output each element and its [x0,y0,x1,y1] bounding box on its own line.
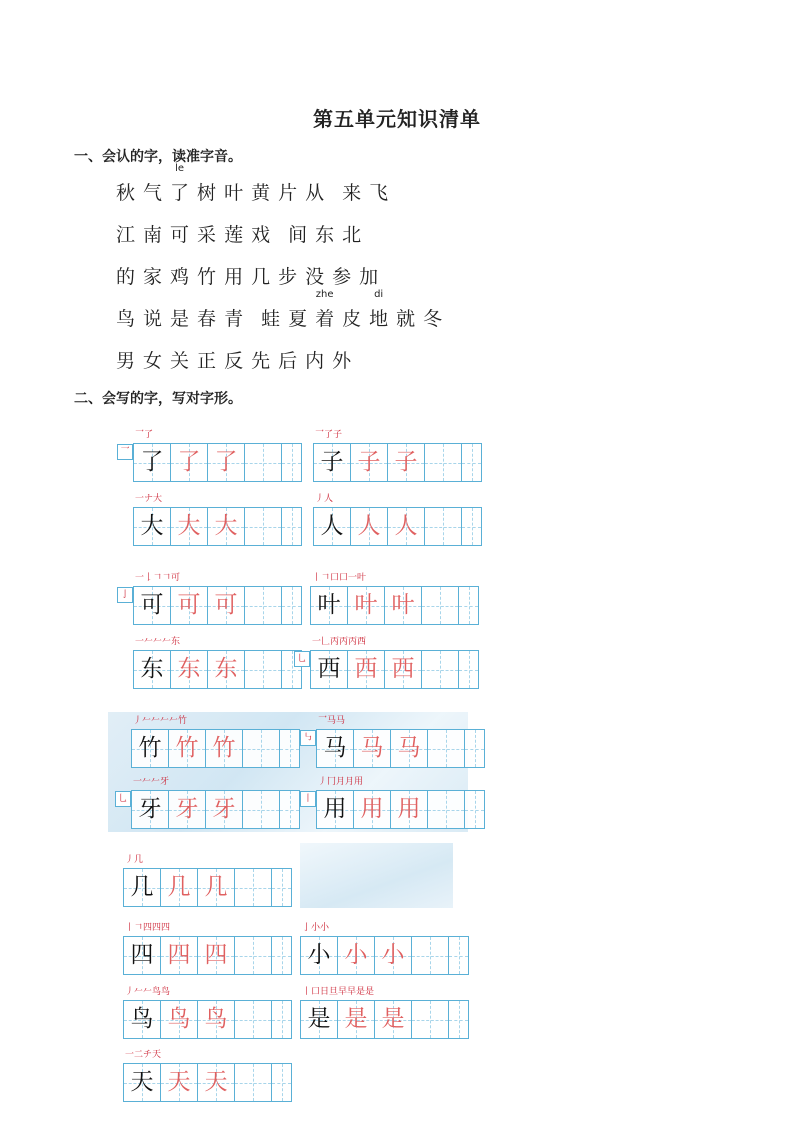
blank-cell[interactable] [245,508,282,545]
char-text: 了 [170,182,190,204]
model-cell [124,1001,161,1038]
trace-char: 马 [397,735,421,761]
model-char: 是 [307,1006,331,1032]
trace-char: 子 [394,449,418,475]
trace-cell [206,730,243,767]
trace-char: 四 [204,942,228,968]
blank-cell[interactable] [425,508,462,545]
trace-char: 叶 [354,592,378,618]
blank-cell[interactable] [422,587,459,624]
model-cell [134,587,171,624]
char-text: 参 [332,266,352,288]
trace-cell [198,1001,235,1038]
char-text: 着 [315,308,335,330]
char-text: 片 [278,182,298,204]
trace-cell [208,508,245,545]
blank-cell[interactable] [282,508,301,545]
blank-cell[interactable] [235,1064,272,1101]
char-text: 北 [342,224,362,246]
recognize-char [224,178,243,205]
trace-cell [375,937,412,974]
blank-cell[interactable] [235,937,272,974]
blank-cell[interactable] [243,730,280,767]
stroke-order: 乛马马 [318,716,346,726]
pinyin-label: zhe [315,289,334,300]
tian-grid [310,650,479,689]
trace-cell [208,444,245,481]
stroke-order: 丨𠃍四四四 [125,923,171,933]
recognize-char [278,262,297,289]
blank-cell[interactable] [282,444,301,481]
char-text: 没 [305,266,325,288]
recognize-char [143,178,162,205]
char-text: 东 [315,224,335,246]
tian-grid [123,936,292,975]
recognize-char [143,346,162,373]
model-char: 四 [130,942,154,968]
char-text: 是 [170,308,190,330]
page-title: 第五单元知识清单 [313,107,481,131]
char-text: 几 [251,266,271,288]
model-cell [134,508,171,545]
model-char: 子 [320,449,344,475]
model-cell [124,937,161,974]
blank-cell[interactable] [425,444,462,481]
section-heading-write: 二、会写的字，写对字形。 [74,391,242,407]
model-cell [132,730,169,767]
char-text: 秋 [116,182,136,204]
recognize-char [332,346,351,373]
char-text: 鸟 [116,308,136,330]
stroke-order: 丿𠂉𠂉鸟鸟 [125,987,171,997]
recognize-char [305,178,324,205]
trace-char: 西 [391,656,415,682]
trace-cell [388,444,425,481]
char-text: 采 [197,224,217,246]
tian-grid [310,586,479,625]
model-cell [314,444,351,481]
recognize-char [224,304,243,331]
recognize-char [170,262,189,289]
stroke-order: 一𠂉𠂉牙 [133,777,170,787]
stroke-order: 丿𠂉𠂉𠂉𠂉竹 [133,716,188,726]
trace-cell [208,651,245,688]
recognize-char [170,346,189,373]
model-cell [314,508,351,545]
trace-char: 四 [167,942,191,968]
char-text: 女 [143,350,163,372]
tian-grid [131,790,300,829]
trace-char: 几 [167,874,191,900]
recognize-char [224,220,243,247]
char-text: 加 [359,266,379,288]
first-stroke-box: 亅 [117,587,133,603]
stroke-order: 丨口日旦早早是是 [302,987,375,997]
char-text: 先 [251,350,271,372]
tian-grid [133,443,302,482]
first-stroke-box: 乚 [294,651,310,667]
recognize-char [251,178,270,205]
char-text: 正 [197,350,217,372]
trace-cell [354,791,391,828]
char-text: 就 [396,308,416,330]
trace-char: 东 [214,656,238,682]
blank-cell[interactable] [465,730,484,767]
trace-char: 小 [381,942,405,968]
trace-char: 竹 [212,735,236,761]
stroke-order: 一二チ天 [125,1050,162,1060]
char-text: 的 [116,266,136,288]
trace-char: 牙 [212,796,236,822]
char-text: 关 [170,350,190,372]
char-text: 皮 [342,308,362,330]
trace-cell [161,937,198,974]
trace-char: 用 [360,796,384,822]
trace-char: 东 [177,656,201,682]
model-char: 鸟 [130,1006,154,1032]
recognize-char [315,289,335,331]
trace-char: 人 [394,513,418,539]
recognize-row [116,220,369,247]
tian-grid [133,586,302,625]
trace-cell [208,587,245,624]
model-cell [301,1001,338,1038]
char-text: 从 [305,182,325,204]
trace-char: 天 [204,1069,228,1095]
trace-cell [171,444,208,481]
tian-grid [313,443,482,482]
model-char: 叶 [317,592,341,618]
pinyin-label: di [374,289,384,300]
blank-cell[interactable] [272,869,291,906]
stroke-order: 丨𠃍口口一叶 [312,573,367,583]
trace-char: 鸟 [204,1006,228,1032]
trace-cell [388,508,425,545]
recognize-char [116,262,135,289]
model-char: 用 [323,796,347,822]
recognize-char [116,178,135,205]
model-char: 可 [140,592,164,618]
first-stroke-box: 乛 [117,444,133,460]
char-text: 春 [197,308,217,330]
char-text: 冬 [423,308,443,330]
model-char: 天 [130,1069,154,1095]
trace-char: 了 [214,449,238,475]
recognize-char [224,262,243,289]
model-cell [134,444,171,481]
trace-cell [385,651,422,688]
recognize-char [116,346,135,373]
stroke-order: 丿冂月月用 [318,777,364,787]
recognize-row [116,262,386,289]
recognize-char [224,346,243,373]
tian-grid [313,507,482,546]
recognize-row [116,289,450,331]
trace-char: 用 [397,796,421,822]
model-cell [132,791,169,828]
char-text: 莲 [224,224,244,246]
first-stroke-box: 乚 [115,791,131,807]
char-text: 家 [143,266,163,288]
stroke-order: 乛了子 [315,430,343,440]
recognize-char [342,178,361,205]
recognize-char [197,220,216,247]
recognize-char [197,304,216,331]
trace-cell [206,791,243,828]
recognize-char [305,262,324,289]
recognize-char [143,304,162,331]
first-stroke-box: ㇉ [300,730,316,746]
char-text: 男 [116,350,136,372]
blank-cell[interactable] [280,791,299,828]
recognize-char [116,220,135,247]
model-char: 东 [140,656,164,682]
blank-cell[interactable] [428,791,465,828]
recognize-char [342,220,361,247]
recognize-char [116,304,135,331]
model-char: 大 [140,513,164,539]
model-cell [311,587,348,624]
blank-cell[interactable] [449,1001,468,1038]
recognize-row [116,163,396,205]
model-char: 几 [130,874,154,900]
blank-cell[interactable] [465,791,484,828]
char-text: 南 [143,224,163,246]
stroke-order: 一𠂉𠂉𠂉东 [135,637,181,647]
model-cell [317,730,354,767]
char-text: 说 [143,308,163,330]
trace-char: 天 [167,1069,191,1095]
blank-cell[interactable] [282,587,301,624]
recognize-char [170,304,189,331]
recognize-char [288,304,307,331]
model-char: 牙 [138,796,162,822]
model-char: 人 [320,513,344,539]
model-char: 马 [323,735,347,761]
tian-grid [133,507,302,546]
stroke-order: 丿人 [315,494,334,504]
tian-grid [133,650,302,689]
trace-cell [169,791,206,828]
char-text: 飞 [369,182,389,204]
blank-cell[interactable] [272,937,291,974]
blank-cell[interactable] [449,937,468,974]
char-text: 外 [332,350,352,372]
tian-grid [123,1063,292,1102]
char-text: 江 [116,224,136,246]
tian-grid [316,790,485,829]
blank-cell[interactable] [280,730,299,767]
stroke-order: 亅小小 [302,923,330,933]
blank-cell[interactable] [462,508,481,545]
model-cell [134,651,171,688]
blank-cell[interactable] [459,651,478,688]
recognize-char [251,220,270,247]
blank-cell[interactable] [462,444,481,481]
recognize-char [423,304,442,331]
char-text: 鸡 [170,266,190,288]
trace-cell [161,869,198,906]
recognize-char [369,289,389,331]
model-char: 了 [140,449,164,475]
recognize-char [197,178,216,205]
blank-cell[interactable] [428,730,465,767]
model-char: 小 [307,942,331,968]
trace-cell [198,869,235,906]
char-text: 后 [278,350,298,372]
trace-char: 人 [357,513,381,539]
char-text: 黄 [251,182,271,204]
trace-cell [391,791,428,828]
char-text: 地 [369,308,389,330]
recognize-char [332,262,351,289]
model-cell [311,651,348,688]
model-char: 西 [317,656,341,682]
recognize-char [278,346,297,373]
model-cell [124,1064,161,1101]
trace-char: 牙 [175,796,199,822]
trace-cell [348,587,385,624]
trace-char: 是 [344,1006,368,1032]
recognize-char [170,220,189,247]
char-text: 竹 [197,266,217,288]
trace-cell [169,730,206,767]
trace-cell [351,508,388,545]
trace-char: 了 [177,449,201,475]
tian-grid [300,936,469,975]
recognize-char [315,220,334,247]
recognize-char [288,220,307,247]
tian-grid [300,1000,469,1039]
trace-char: 是 [381,1006,405,1032]
model-cell [317,791,354,828]
char-text: 反 [224,350,244,372]
trace-cell [171,651,208,688]
recognize-char [359,262,378,289]
trace-char: 叶 [391,592,415,618]
trace-char: 大 [214,513,238,539]
tian-grid [123,868,292,907]
tian-grid [316,729,485,768]
char-text: 树 [197,182,217,204]
recognize-row [116,346,359,373]
blank-cell[interactable] [245,444,282,481]
model-char: 竹 [138,735,162,761]
blank-cell[interactable] [272,1064,291,1101]
recognize-char [251,346,270,373]
recognize-char [261,304,280,331]
char-text: 夏 [288,308,308,330]
recognize-char [278,178,297,205]
trace-cell [198,1064,235,1101]
first-stroke-box: 丨 [300,791,316,807]
watercolor-background [300,843,453,908]
trace-char: 鸟 [167,1006,191,1032]
trace-char: 几 [204,874,228,900]
char-text: 用 [224,266,244,288]
trace-char: 可 [177,592,201,618]
char-text: 戏 [251,224,271,246]
blank-cell[interactable] [272,1001,291,1038]
blank-cell[interactable] [235,869,272,906]
stroke-order: 一ナ大 [135,494,163,504]
blank-cell[interactable] [235,1001,272,1038]
trace-cell [375,1001,412,1038]
blank-cell[interactable] [245,651,282,688]
tian-grid [131,729,300,768]
blank-cell[interactable] [412,937,449,974]
recognize-char [369,178,388,205]
recognize-char [251,262,270,289]
recognize-char [342,304,361,331]
trace-cell [171,508,208,545]
trace-cell [171,587,208,624]
char-text: 蛙 [261,308,281,330]
trace-cell [161,1064,198,1101]
char-text: 可 [170,224,190,246]
char-text: 青 [224,308,244,330]
blank-cell[interactable] [459,587,478,624]
trace-char: 小 [344,942,368,968]
stroke-order: 丿几 [125,855,144,865]
trace-cell [338,937,375,974]
trace-cell [198,937,235,974]
recognize-char [143,262,162,289]
char-text: 气 [143,182,163,204]
trace-cell [391,730,428,767]
trace-cell [385,587,422,624]
blank-cell[interactable] [412,1001,449,1038]
trace-cell [354,730,391,767]
char-text: 内 [305,350,325,372]
trace-cell [161,1001,198,1038]
recognize-char [305,346,324,373]
stroke-order: 乛了 [135,430,154,440]
char-text: 来 [342,182,362,204]
tian-grid [123,1000,292,1039]
trace-cell [348,651,385,688]
trace-char: 子 [357,449,381,475]
trace-char: 可 [214,592,238,618]
model-cell [301,937,338,974]
recognize-char [143,220,162,247]
trace-cell [338,1001,375,1038]
blank-cell[interactable] [243,791,280,828]
char-text: 叶 [224,182,244,204]
stroke-order: 一𠄌𠃍𠃍可 [135,573,181,583]
trace-char: 西 [354,656,378,682]
trace-cell [351,444,388,481]
char-text: 步 [278,266,298,288]
section-heading-recognize: 一、会认的字，读准字音。 [74,149,242,165]
recognize-char [197,262,216,289]
recognize-char [396,304,415,331]
trace-char: 马 [360,735,384,761]
trace-char: 竹 [175,735,199,761]
recognize-char [197,346,216,373]
blank-cell[interactable] [245,587,282,624]
char-text: 间 [288,224,308,246]
trace-char: 大 [177,513,201,539]
recognize-char [170,163,190,205]
blank-cell[interactable] [422,651,459,688]
model-cell [124,869,161,906]
stroke-order: 一𠃊丙丙丙西 [312,637,367,647]
pinyin-label: le [175,163,184,174]
